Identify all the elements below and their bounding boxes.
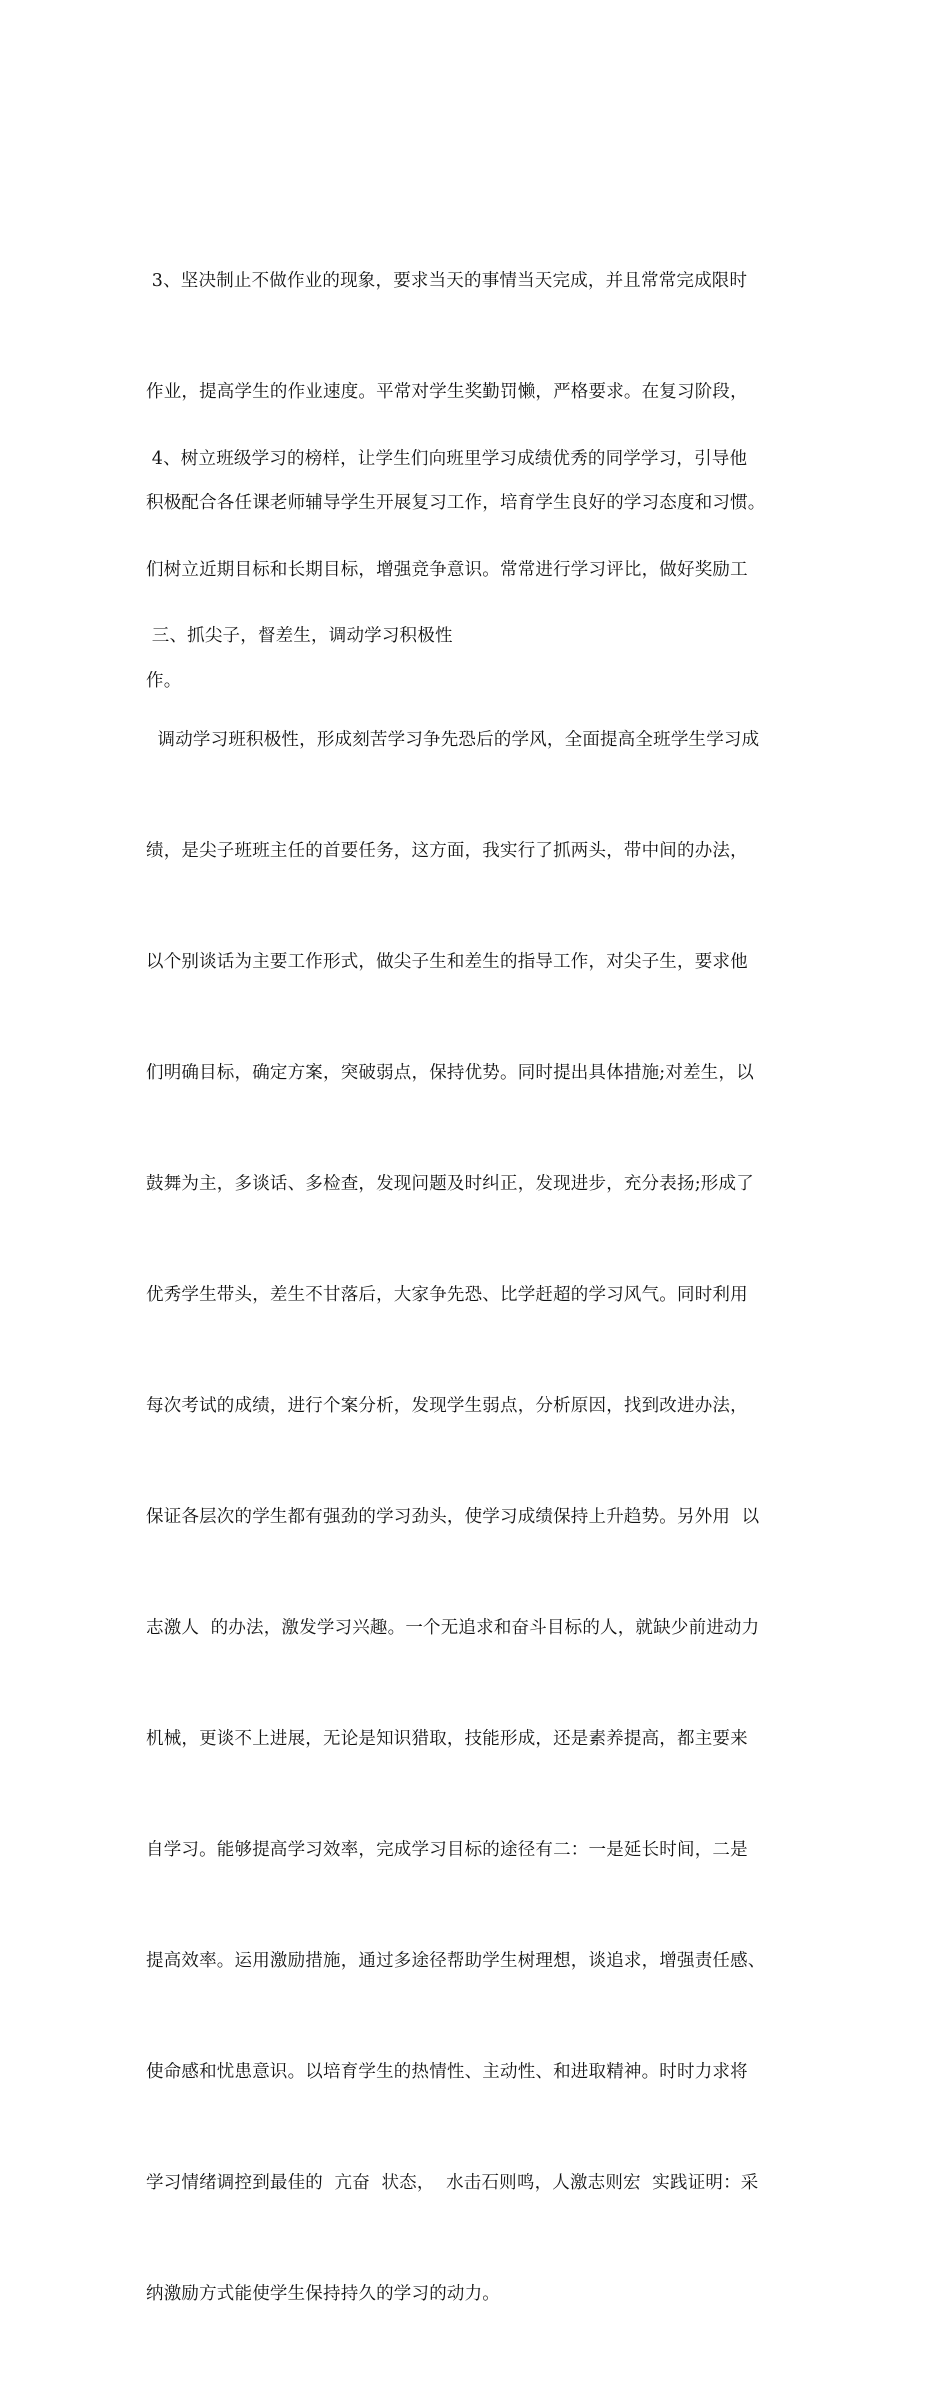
text-line: 3、坚决制止不做作业的现象，要求当天的事情当天完成，并且常常完成限时	[146, 271, 748, 291]
text-line: 鼓舞为主，多谈话、多检查，发现问题及时纠正，发现进步，充分表扬;形成了	[146, 1174, 754, 1194]
text-line: 们树立近期目标和长期目标，增强竞争意识。常常进行学习评比，做好奖励工	[146, 560, 748, 580]
text-line: 自学习。能够提高学习效率，完成学习目标的途径有二：一是延长时间，二是	[146, 1840, 748, 1860]
body-paragraph	[146, 648, 816, 2387]
text-line: 使命感和忧患意识。以培育学生的热情性、主动性、和进取精神。时时力求将	[146, 2062, 748, 2082]
text-line: 作。	[146, 671, 182, 691]
text-line: 调动学习班积极性，形成刻苦学习争先恐后的学风，全面提高全班学生学习成	[146, 730, 760, 750]
text-line: 绩，是尖子班班主任的首要任务，这方面，我实行了抓两头，带中间的办法，	[146, 841, 748, 861]
text-line: 提高效率。运用激励措施，通过多途径帮助学生树理想，谈追求，增强责任感、	[146, 1951, 766, 1971]
text-line: 积极配合各任课老师辅导学生开展复习工作，培育学生良好的学习态度和习惯。	[146, 493, 766, 513]
text-line: 机械，更谈不上进展，无论是知识猎取，技能形成，还是素养提高，都主要来	[146, 1729, 748, 1749]
text-line: 纳激励方式能使学生保持持久的学习的动力。	[146, 2284, 500, 2304]
text-line: 作业，提高学生的作业速度。平常对学生奖勤罚懒，严格要求。在复习阶段，	[146, 382, 748, 402]
heading-line: 三、抓尖子，督差生，调动学习积极性	[146, 626, 453, 646]
text-line: 4、树立班级学习的榜样，让学生们向班里学习成绩优秀的同学学习，引导他	[146, 449, 748, 469]
text-line: 们明确目标，确定方案，突破弱点，保持优势。同时提出具体措施;对差生，以	[146, 1063, 754, 1083]
text-line: 学习情绪调控到最佳的 亢奋 状态， 水击石则鸣，人激志则宏 实践证明：采	[146, 2173, 759, 2193]
text-line: 志激人 的办法，激发学习兴趣。一个无追求和奋斗目标的人，就缺少前进动力	[146, 1618, 760, 1638]
text-line: 优秀学生带头，差生不甘落后，大家争先恐、比学赶超的学习风气。同时利用	[146, 1285, 748, 1305]
text-line: 以个别谈话为主要工作形式，做尖子生和差生的指导工作，对尖子生，要求他	[146, 952, 748, 972]
text-line: 保证各层次的学生都有强劲的学习劲头，使学习成绩保持上升趋势。另外用 以	[146, 1507, 760, 1527]
text-line: 每次考试的成绩，进行个案分析，发现学生弱点，分析原因，找到改进办法，	[146, 1396, 748, 1416]
